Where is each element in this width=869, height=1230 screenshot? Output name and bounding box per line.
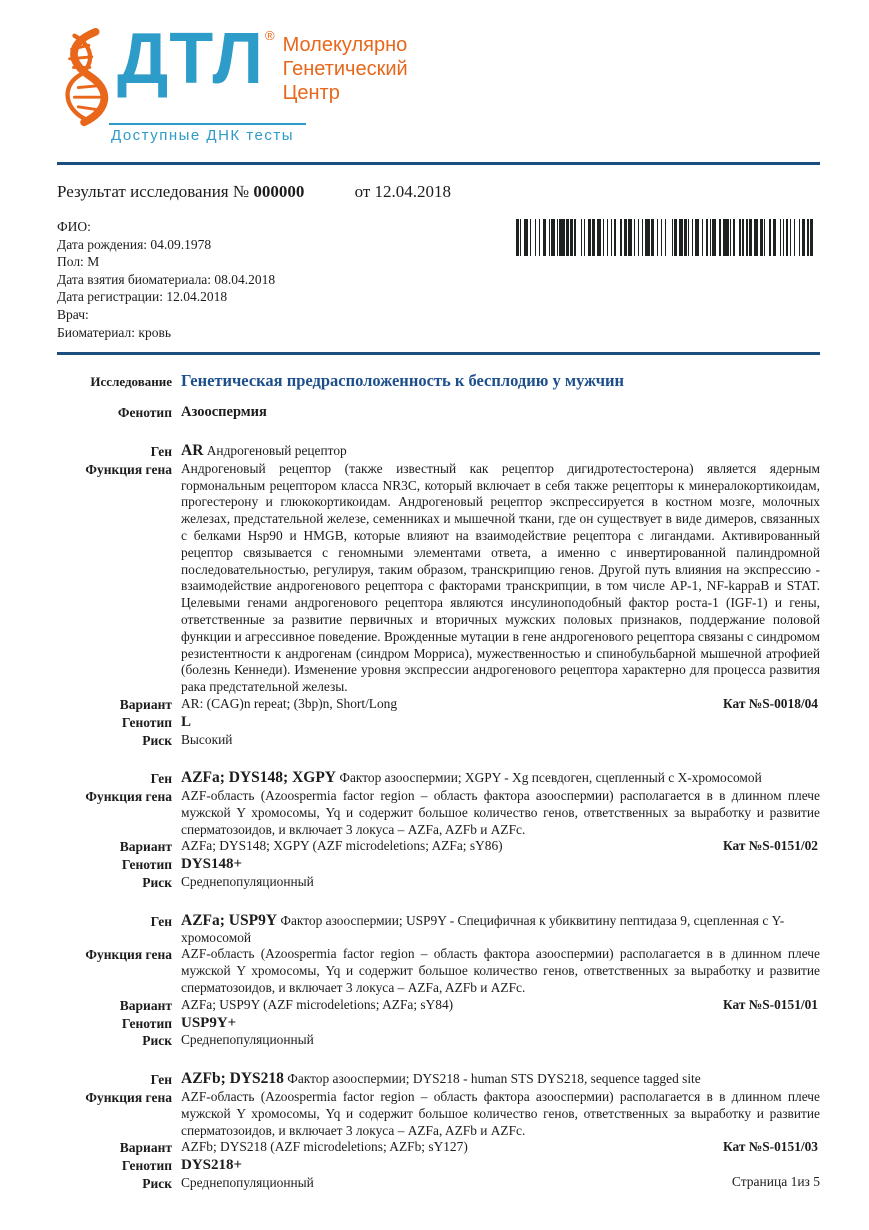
gene-section-ar	[57, 443, 820, 749]
gene-label: Ген	[150, 443, 172, 459]
function-row	[57, 788, 820, 838]
report-title: Результат исследования №	[57, 182, 250, 201]
report-number: 000000	[253, 182, 305, 201]
risk-value: Среднепопуляционный	[181, 1032, 314, 1048]
patient-info-section	[57, 218, 820, 341]
variant-value: AZFa; DYS148; XGPY (AZF microdeletions; AZFa; sY86)	[181, 838, 503, 854]
variant-row	[57, 997, 820, 1015]
variant-label: Вариант	[119, 997, 172, 1013]
function-row	[57, 461, 820, 696]
barcode-bar	[810, 219, 813, 256]
genotype-label: Генотип	[121, 714, 172, 730]
function-text: Андрогеновый рецептор (также известный как рецептор дигидротестостерона) является ядерным гормональным рецептором класса NR3C, который включает в себя также рецепторы к минералокортикоидам, прогестерону и глюкокортикоидам. Андрогеновый рецептор экспрессируется в костном мозге, молочных железах, предстательной железе, семенниках и мышечной ткани, где он существует в виде димеров, связанных с белками Hsp90 и HMGB, которые влияют на взаимодействие рецептора с лигандами. Активированный рецептор связывается с геномными элементами ответа, а именно с инвертированной палиндромной последовательностью, регулируя, таким образом, транскрипцию генов. Другой путь влияния на экспрессию - взаимодействие андрогенового рецептора с факторами транскрипции, в том числе AP-1, NF-kappaB и STAT. Целевыми генами андрогенового рецептора являются инсулиноподобный фактор роста-1 (IGF-1) и гены, ответственные за развитие первичных и вторичных мужских половых признаков, поддержание половой функции и агрессивное поведение. Врожденные мутации в гене андрогенового рецептора связаны с синдромом резистентности к андрогенам (синдром Морриса), мужественностью и спинобульбарной мышечной атрофией (болезнь Кеннеди). Изменение уровня экспрессии андрогенового рецептора характерно для процесса развития рака предстательной железы.	[181, 460, 820, 695]
variant-label: Вариант	[119, 696, 172, 712]
genotype-row	[57, 856, 820, 874]
gene-section-usp9y	[57, 913, 820, 1050]
risk-label: Риск	[142, 732, 172, 748]
patient-value: кровь	[138, 324, 171, 340]
genotype-label: Генотип	[121, 857, 172, 873]
function-label: Функция гена	[85, 789, 172, 805]
genotype-row	[57, 714, 820, 732]
patient-label: Биоматериал:	[57, 324, 136, 340]
risk-label: Риск	[142, 1176, 172, 1192]
patient-label: Дата рождения:	[57, 236, 148, 252]
patient-field	[57, 288, 275, 306]
brand-text: ДТЛ	[117, 19, 264, 99]
function-label: Функция гена	[85, 1090, 172, 1106]
gene-desc: Фактор азооспермии; DYS218 - human STS DYS218, sequence tagged site	[287, 1071, 701, 1087]
variant-label: Вариант	[119, 1140, 172, 1156]
catalog-number: Кат №S-0151/02	[722, 838, 818, 854]
function-row	[57, 946, 820, 996]
registered-mark-icon: ®	[265, 28, 275, 43]
risk-row	[57, 1032, 820, 1050]
logo-tagline: Доступные ДНК тесты	[109, 123, 306, 144]
genotype-row	[57, 1015, 820, 1033]
patient-label: Врач:	[57, 306, 89, 322]
genotype-row	[57, 1157, 820, 1175]
genotype-value: L	[181, 713, 192, 730]
risk-row	[57, 874, 820, 892]
phenotype-row	[57, 404, 820, 422]
patient-info	[57, 218, 275, 341]
divider-rule	[57, 352, 820, 355]
catalog-number: Кат №S-0151/01	[722, 996, 818, 1012]
gene-desc: Андрогеновый рецептор	[206, 442, 347, 458]
function-label: Функция гена	[85, 947, 172, 963]
risk-value: Среднепопуляционный	[181, 1175, 314, 1191]
variant-value: AR: (CAG)n repeat; (3bp)n, Short/Long	[181, 695, 398, 711]
study-label: Исследование	[90, 374, 172, 390]
patient-value: 04.09.1978	[150, 236, 212, 252]
risk-row	[57, 732, 820, 750]
patient-field	[57, 306, 275, 324]
patient-field	[57, 324, 275, 342]
org-line: Молекулярно	[282, 34, 408, 56]
genotype-label: Генотип	[121, 1158, 172, 1174]
risk-label: Риск	[142, 875, 172, 891]
genotype-value: DYS148+	[181, 856, 243, 873]
gene-row	[57, 443, 820, 461]
function-text: AZF-область (Azoospermia factor region – область фактора азооспермии) располагается в в длинном плече мужской Y хромосомы, Yq и содержит большое количество генов, ответственных за выработку и развитие сперматозоидов, и включает 3 локуса – AZFa, AZFb и AZFc.	[181, 788, 820, 837]
function-text: AZF-область (Azoospermia factor region – область фактора азооспермии) располагается в в длинном плече мужской Y хромосомы, Yq и содержит большое количество генов, ответственных за выработку и развитие сперматозоидов, и включает 3 локуса – AZFa, AZFb и AZFc.	[181, 946, 820, 996]
genotype-label: Генотип	[121, 1015, 172, 1031]
gene-name: AZFa; DYS148; XGPY	[181, 769, 336, 787]
gene-name: AZFa; USP9Y	[181, 911, 278, 929]
gene-name: AZFb; DYS218	[181, 1070, 284, 1088]
genotype-value: USP9Y+	[181, 1014, 237, 1031]
study-title: Генетическая предрасположенность к бесплодию у мужчин	[181, 371, 625, 391]
gene-desc: Фактор азооспермии; USP9Y - Специфичная к убиквитину пептидаза 9, сцепленная с Y-хромосомой	[181, 912, 785, 945]
page-footer: Страница 1из 5	[731, 1174, 820, 1189]
patient-label: Пол:	[57, 254, 84, 270]
catalog-number: Кат №S-0018/04	[722, 695, 818, 711]
gene-desc: Фактор азооспермии; XGPY - Xg псевдоген, сцепленный с Х-хромосомой	[339, 770, 762, 786]
function-text: AZF-область (Azoospermia factor region – область фактора азооспермии) располагается в в длинном плече мужской Y хромосомы, Yq и содержит большое количество генов, ответственных за выработку и развитие сперматозоидов, и включает 3 локуса – AZFa, AZFb и AZFc.	[181, 1089, 820, 1138]
study-row	[57, 371, 820, 391]
patient-label: Дата взятия биоматериала:	[57, 271, 212, 287]
gene-label: Ген	[150, 913, 172, 929]
gene-section-dys148	[57, 770, 820, 892]
org-line: Центр	[282, 82, 340, 104]
patient-field	[57, 218, 275, 236]
patient-value: 12.04.2018	[166, 289, 228, 305]
patient-label: ФИО:	[57, 219, 91, 234]
function-row	[57, 1089, 820, 1139]
gene-row	[57, 913, 820, 947]
variant-value: AZFa; USP9Y (AZF microdeletions; AZFa; sY84)	[181, 996, 454, 1012]
report-title-line	[57, 182, 820, 202]
variant-row	[57, 696, 820, 714]
patient-value: 08.04.2018	[214, 271, 276, 287]
genotype-value: DYS218+	[181, 1157, 243, 1174]
org-line: Генетический	[282, 58, 408, 80]
gene-row	[57, 770, 820, 788]
risk-row	[57, 1175, 820, 1193]
catalog-number: Кат №S-0151/03	[722, 1139, 818, 1155]
risk-value: Высокий	[181, 731, 233, 747]
gene-row	[57, 1071, 820, 1089]
risk-label: Риск	[142, 1033, 172, 1049]
gene-section-dys218	[57, 1071, 820, 1193]
patient-value: М	[87, 254, 100, 270]
risk-value: Среднепопуляционный	[181, 874, 314, 890]
patient-field	[57, 236, 275, 254]
patient-field	[57, 271, 275, 289]
org-name	[283, 33, 408, 105]
phenotype-value: Азооспермия	[181, 404, 267, 421]
patient-field	[57, 253, 275, 271]
phenotype-label: Фенотип	[117, 405, 172, 421]
variant-row	[57, 1139, 820, 1157]
report-date: от 12.04.2018	[354, 182, 452, 201]
divider-rule	[57, 162, 820, 165]
gene-label: Ген	[150, 771, 172, 787]
barcode	[516, 219, 812, 256]
function-label: Функция гена	[85, 461, 172, 477]
gene-label: Ген	[150, 1072, 172, 1088]
patient-label: Дата регистрации:	[57, 289, 164, 305]
gene-name: AR	[181, 441, 204, 459]
dna-helix-icon	[57, 28, 115, 133]
variant-value: AZFb; DYS218 (AZF microdeletions; AZFb; sY127)	[181, 1139, 468, 1155]
variant-row	[57, 838, 820, 856]
variant-label: Вариант	[119, 839, 172, 855]
logo	[57, 19, 820, 133]
